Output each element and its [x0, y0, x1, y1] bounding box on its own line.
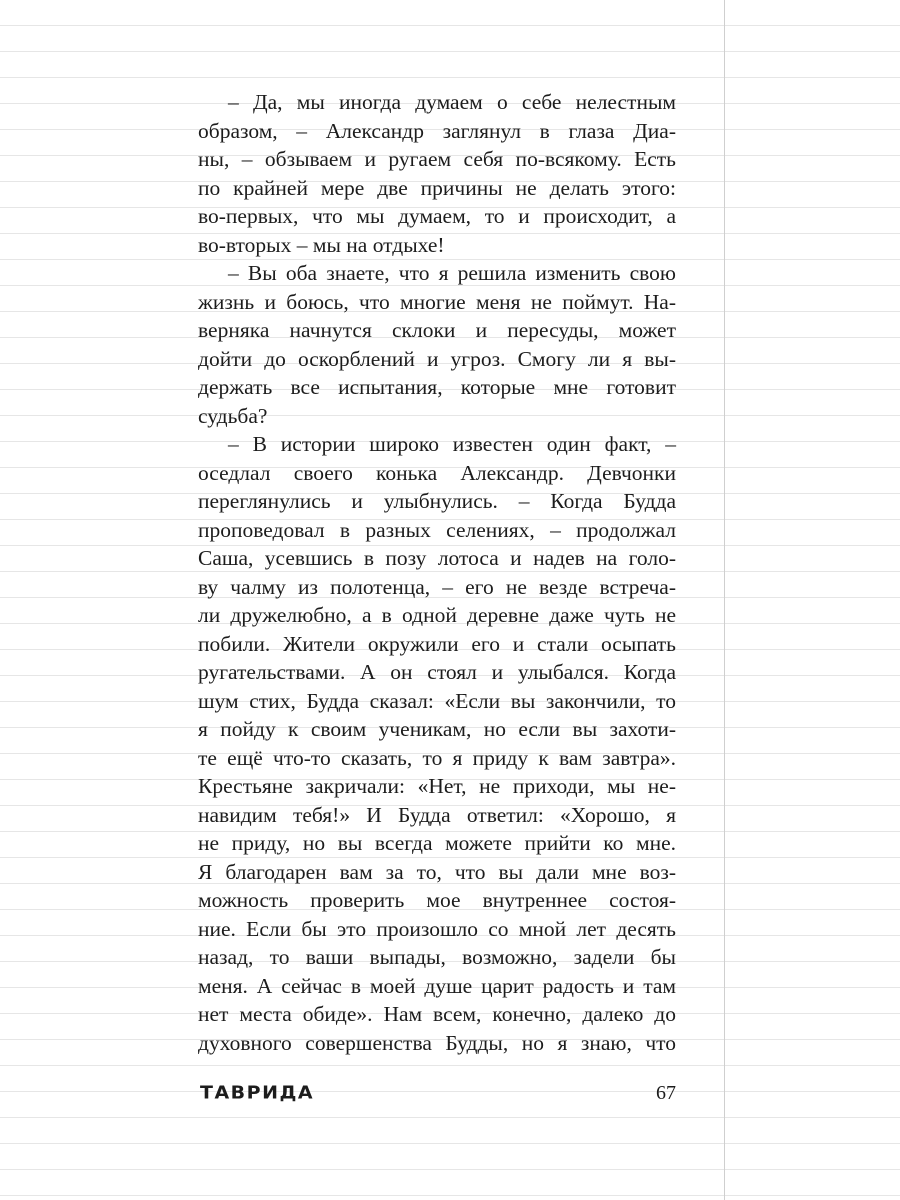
- text-line: не приду, но вы всегда можете прийти ко мне.: [198, 831, 676, 855]
- text-line: те ещё что-то сказать, то я приду к вам завтра».: [198, 745, 676, 770]
- text-line: меня. А сейчас в моей душе царит радость и там: [198, 973, 676, 998]
- text-line: дойти до оскорблений и угроз. Смогу ли я вы-: [198, 346, 676, 371]
- margin-rule: [724, 0, 725, 1200]
- text-line: – Да, мы иногда думаем о себе нелестным: [228, 90, 676, 114]
- text-line: Я благодарен вам за то, что вы дали мне воз-: [198, 859, 676, 884]
- text-line: во-первых, что мы думаем, то и происходит, а: [198, 204, 676, 228]
- text-line: ние. Если бы это произошло со мной лет десять: [198, 916, 676, 941]
- text-line: я пойду к своим ученикам, но если вы захоти-: [198, 717, 676, 741]
- text-line: шум стих, Будда сказал: «Если вы закончили, то: [198, 688, 676, 713]
- text-line: – Вы оба знаете, что я решила изменить свою: [228, 261, 676, 285]
- text-line: побили. Жители окружили его и стали осыпать: [198, 631, 676, 656]
- text-line: ву чалму из полотенца, – его не везде встреча-: [198, 574, 676, 599]
- text-line: Саша, усевшись в позу лотоса и надев на голо-: [198, 546, 676, 570]
- text-line: ли дружелюбно, а в одной деревне даже чуть не: [198, 603, 676, 627]
- text-line: духовного совершенства Будды, но я знаю, что: [198, 1030, 676, 1055]
- text-line: назад, то ваши выпады, возможно, задели бы: [198, 945, 676, 969]
- text-line: образом, – Александр заглянул в глаза Диа-: [198, 118, 676, 143]
- text-line: во-вторых – мы на отдыхе!: [198, 232, 445, 257]
- text-line: держать все испытания, которые мне готовит: [198, 375, 676, 399]
- text-line: – В истории широко известен один факт, –: [228, 432, 676, 456]
- text-line: можность проверить мое внутреннее состоя-: [198, 888, 676, 912]
- text-line: Крестьяне закричали: «Нет, не приходи, мы не-: [198, 774, 676, 798]
- text-line: оседлал своего конька Александр. Девчонки: [198, 460, 676, 485]
- text-line: навидим тебя!» И Будда ответил: «Хорошо, я: [198, 802, 676, 827]
- text-line: ны, – обзываем и ругаем себя по-всякому. Есть: [198, 147, 676, 171]
- text-line: нет места обиде». Нам всем, конечно, далеко до: [198, 1002, 676, 1026]
- text-line: по крайней мере две причины не делать этого:: [198, 175, 676, 200]
- footer-brand-logo: ТАВРИДА: [200, 1082, 315, 1104]
- text-line: судьба?: [198, 403, 268, 428]
- text-line: переглянулись и улыбнулись. – Когда Будда: [198, 489, 676, 513]
- text-line: жизнь и боюсь, что многие меня не поймут. На-: [198, 289, 676, 314]
- page-number: 67: [656, 1082, 676, 1104]
- text-line: верняка начнутся склоки и пересуды, может: [198, 318, 676, 342]
- text-line: проповедовал в разных селениях, – продолжал: [198, 517, 676, 542]
- text-line: ругательствами. А он стоял и улыбался. Когда: [198, 660, 676, 684]
- page-body-text: [198, 88, 676, 1057]
